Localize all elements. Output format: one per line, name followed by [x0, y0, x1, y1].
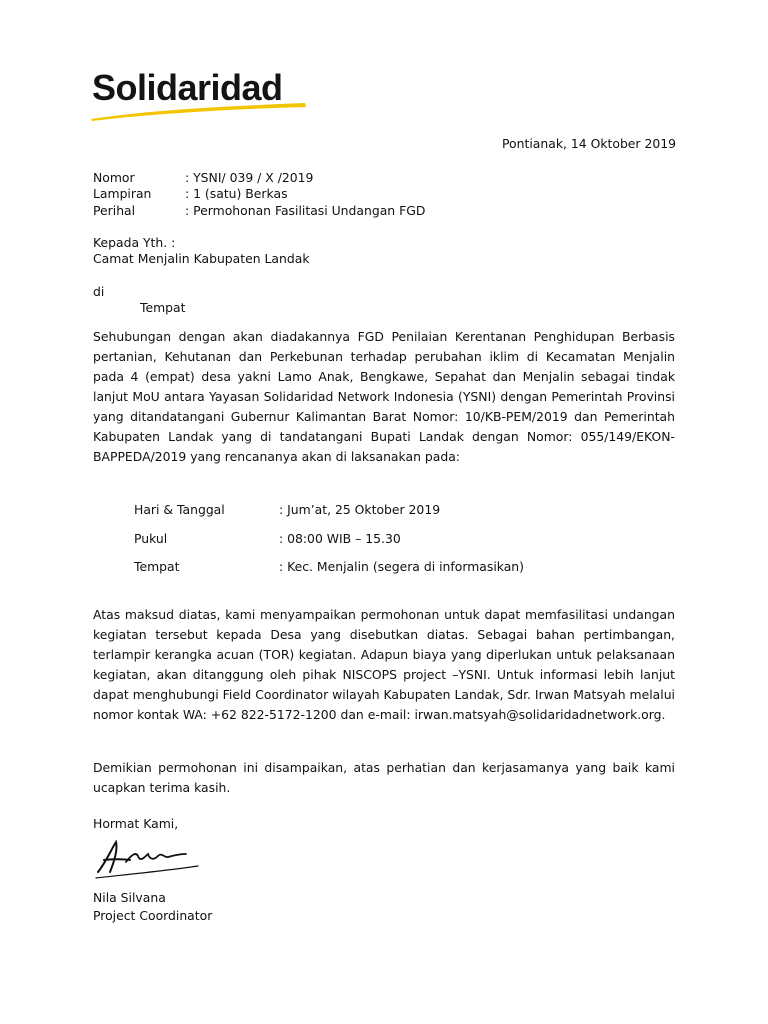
meta-label: Nomor: [93, 170, 135, 185]
meta-value: : YSNI/ 039 / X /2019: [185, 170, 314, 185]
logo-swoosh: [90, 100, 310, 122]
handwritten-signature: [92, 832, 204, 882]
meta-label: Lampiran: [93, 186, 152, 201]
body-paragraph-2: Atas maksud diatas, kami menyampaikan permohonan untuk dapat memfasilitasi undangan kegiatan tersebut kepada Desa yang disebutkan diatas. Sebagai bahan pertimbangan, terlampir kerangka acuan (TOR) kegiatan. Adapun biaya yang diperlukan untuk pelaksanaan kegiatan, akan ditanggung oleh pihak NISCOPS project –YSNI. Untuk informasi lebih lanjut dapat menghubungi Field Coordinator wilayah Kabupaten Landak, Sdr. Irwan Matsyah melalui nomor kontak WA: +62 822-5172-1200 dan e-mail: irwan.matsyah@solidaridadnetwork.org.: [93, 607, 675, 722]
event-value: : Kec. Menjalin (segera di informasikan): [279, 559, 524, 574]
event-value: : Jum’at, 25 Oktober 2019: [279, 502, 441, 517]
logo-wordmark: Solidaridad: [92, 67, 283, 108]
recipient-name: Camat Menjalin Kabupaten Landak: [93, 251, 310, 266]
event-value: : 08:00 WIB – 15.30: [279, 531, 401, 546]
body-paragraph-3: Demikian permohonan ini disampaikan, atas perhatian dan kerjasamanya yang baik kami ucapkan terima kasih.: [93, 760, 675, 795]
letter-date: Pontianak, 14 Oktober 2019: [502, 136, 676, 151]
recipient-di: di: [93, 284, 105, 299]
event-label: Hari & Tanggal: [134, 502, 225, 517]
recipient-place: Tempat: [140, 300, 186, 315]
event-label: Pukul: [134, 531, 168, 546]
meta-value: : Permohonan Fasilitasi Undangan FGD: [185, 203, 426, 218]
solidaridad-logo: [90, 66, 320, 126]
recipient-salutation: Kepada Yth. :: [93, 235, 176, 250]
body-paragraph-1: Sehubungan dengan akan diadakannya FGD Penilaian Kerentanan Penghidupan Berbasis pertanian, Kehutanan dan Perkebunan terhadap perubahan iklim di Kecamatan Menjalin pada 4 (empat) desa yakni Lamo Anak, Bengkawe, Sepahat dan Menjalin sebagai tindak lanjut MoU antara Yayasan Solidaridad Network Indonesia (YSNI) dengan Pemerintah Provinsi yang ditandatangani Gubernur Kalimantan Barat Nomor: 10/KB-PEM/2019 dan Pemerintah Kabupaten Landak yang di tandatangani Bupati Landak dengan Nomor: 055/149/EKON-BAPPEDA/2019 yang rencananya akan di laksanakan pada:: [93, 329, 675, 464]
meta-value: : 1 (satu) Berkas: [185, 186, 288, 201]
signatory-title: Project Coordinator: [93, 908, 213, 923]
event-label: Tempat: [134, 559, 180, 574]
meta-label: Perihal: [93, 203, 136, 218]
closing: Hormat Kami,: [93, 816, 179, 831]
signatory-name: Nila Silvana: [93, 890, 166, 905]
